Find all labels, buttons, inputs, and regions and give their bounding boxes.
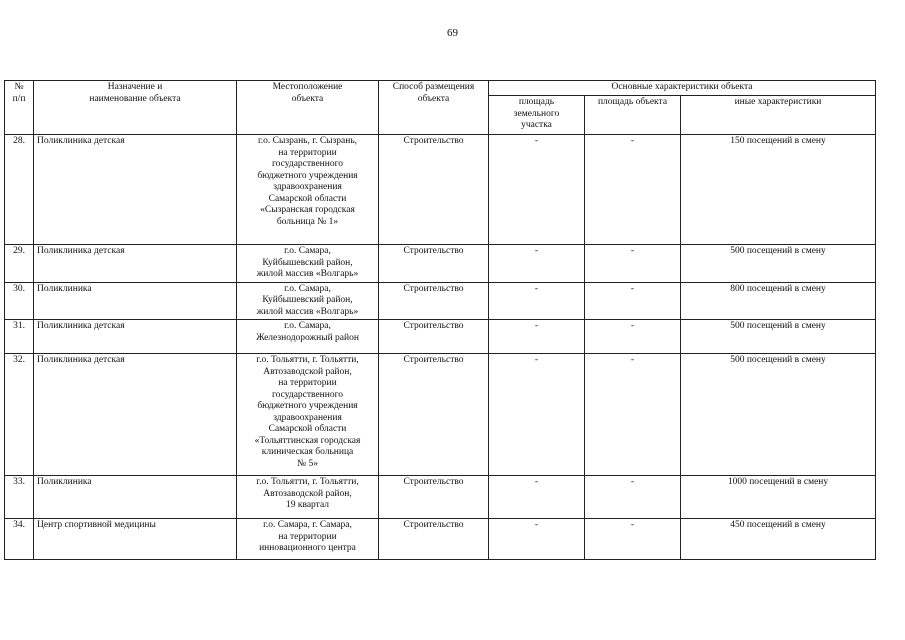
- other-characteristics: 1000 посещений в смену: [681, 476, 876, 519]
- page-number: 69: [447, 27, 458, 39]
- object-location: г.о. Самара, Куйбышевский район, жилой массив «Волгарь»: [237, 282, 379, 320]
- other-characteristics: 500 посещений в смену: [681, 245, 876, 283]
- table-row: [5, 320, 876, 354]
- object-location: г.о. Самара, Железнодорожный район: [237, 320, 379, 354]
- placement-method: Строительство: [379, 135, 489, 245]
- object-location: г.о. Самара, Куйбышевский район, жилой массив «Волгарь»: [237, 245, 379, 283]
- header-num: № п/п: [5, 81, 34, 135]
- header-other: иные характеристики: [681, 96, 876, 135]
- other-characteristics: 450 посещений в смену: [681, 519, 876, 560]
- land-area: -: [489, 354, 585, 476]
- object-name: Поликлиника детская: [34, 320, 237, 354]
- object-location: г.о. Самара, г. Самара, на территории инновационного центра: [237, 519, 379, 560]
- object-name: Поликлиника детская: [34, 354, 237, 476]
- placement-method: Строительство: [379, 245, 489, 283]
- row-number: 32.: [5, 354, 34, 476]
- table-row: [5, 519, 876, 560]
- row-number: 33.: [5, 476, 34, 519]
- object-name: Поликлиника: [34, 282, 237, 320]
- land-area: -: [489, 135, 585, 245]
- object-location: г.о. Сызрань, г. Сызрань, на территории государственного бюджетного учреждения здравоохранения Самарской области «Сызранская городская больница № 1»: [237, 135, 379, 245]
- object-area: -: [585, 282, 681, 320]
- land-area: -: [489, 519, 585, 560]
- row-number: 30.: [5, 282, 34, 320]
- object-name: Поликлиника: [34, 476, 237, 519]
- header-name: Назначение и наименование объекта: [34, 81, 237, 135]
- header-method: Способ размещения объекта: [379, 81, 489, 135]
- object-name: Центр спортивной медицины: [34, 519, 237, 560]
- object-area: -: [585, 135, 681, 245]
- row-number: 31.: [5, 320, 34, 354]
- placement-method: Строительство: [379, 282, 489, 320]
- other-characteristics: 150 посещений в смену: [681, 135, 876, 245]
- table-row: [5, 282, 876, 320]
- table-row: [5, 476, 876, 519]
- object-area: -: [585, 320, 681, 354]
- other-characteristics: 500 посещений в смену: [681, 354, 876, 476]
- header-characteristics: Основные характеристики объекта: [489, 81, 876, 96]
- row-number: 28.: [5, 135, 34, 245]
- land-area: -: [489, 245, 585, 283]
- object-area: -: [585, 476, 681, 519]
- land-area: -: [489, 320, 585, 354]
- land-area: -: [489, 476, 585, 519]
- header-land-area: площадь земельного участка: [489, 96, 585, 135]
- object-location: г.о. Тольятти, г. Тольятти, Автозаводской район, 19 квартал: [237, 476, 379, 519]
- object-name: Поликлиника детская: [34, 135, 237, 245]
- placement-method: Строительство: [379, 354, 489, 476]
- header-row: [5, 81, 876, 96]
- header-object-area: площадь объекта: [585, 96, 681, 135]
- placement-method: Строительство: [379, 476, 489, 519]
- row-number: 34.: [5, 519, 34, 560]
- placement-method: Строительство: [379, 320, 489, 354]
- object-area: -: [585, 245, 681, 283]
- table-row: [5, 354, 876, 476]
- header-location: Местоположение объекта: [237, 81, 379, 135]
- object-location: г.о. Тольятти, г. Тольятти, Автозаводской район, на территории государственного бюджетного учреждения здравоохранения Самарской области «Тольяттинская городская клиническая больница № 5»: [237, 354, 379, 476]
- object-name: Поликлиника детская: [34, 245, 237, 283]
- other-characteristics: 500 посещений в смену: [681, 320, 876, 354]
- table-row: [5, 135, 876, 245]
- table-row: [5, 245, 876, 283]
- object-area: -: [585, 354, 681, 476]
- row-number: 29.: [5, 245, 34, 283]
- other-characteristics: 800 посещений в смену: [681, 282, 876, 320]
- land-area: -: [489, 282, 585, 320]
- objects-table: [4, 80, 876, 560]
- object-area: -: [585, 519, 681, 560]
- placement-method: Строительство: [379, 519, 489, 560]
